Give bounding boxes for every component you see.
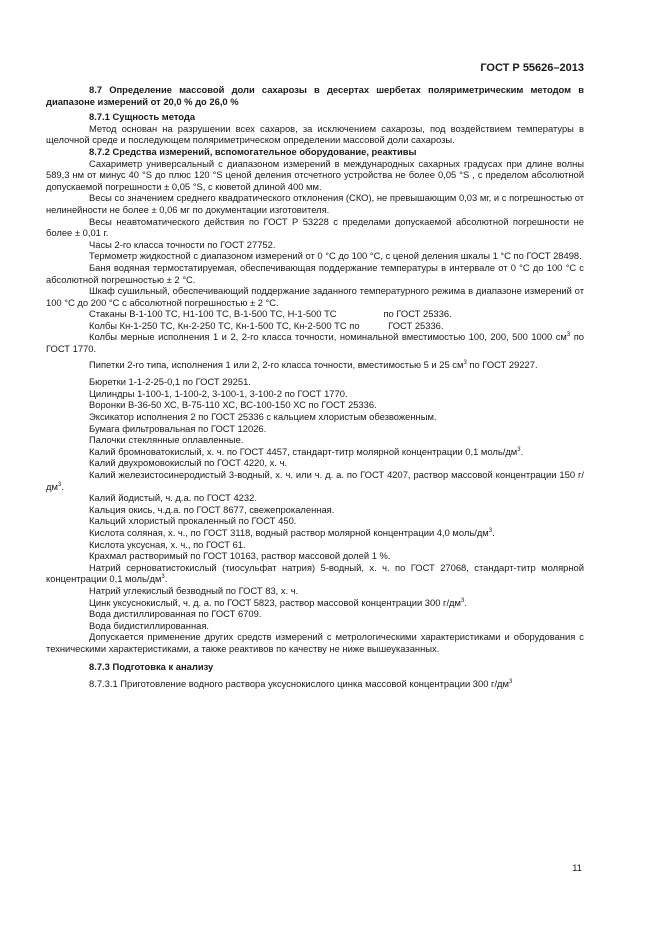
subsection-title-873: 8.7.3 Подготовка к анализу <box>89 660 214 672</box>
text-part: . <box>464 596 467 608</box>
item-desiccator: Эксикатор исполнения 2 по ГОСТ 25336 с кальцием хлористым обезвоженным. <box>89 411 437 423</box>
item-volumetric-flasks <box>46 331 584 354</box>
item-sodium-carbonate: Натрий углекислый безводный по ГОСТ 83, х. ч. <box>89 584 299 596</box>
text-part: . <box>520 445 524 457</box>
text-part: 8.7.3.1 Приготовление водного раствора уксуснокислого цинка массовой концентрации 300 г/дм <box>89 678 509 690</box>
item-water-bath: Баня водяная термостатируемая, обеспечивающая поддержание температуры в интервале от 0 °С до 100 °С с абсолютной погрешностью ± 2 °С. <box>46 261 584 285</box>
text-part: Колбы мерные исполнения 1 и 2, 2-го класса точности, номинальной вместимостью 100, 200, 500 1000 см <box>89 331 567 343</box>
item-cylinders: Цилиндры 1-100-1, 1-100-2, 3-100-1, 3-100-2 по ГОСТ 1770. <box>89 387 348 399</box>
text-part: . <box>492 526 495 538</box>
item-acetic-acid: Кислота уксусная, х. ч., по ГОСТ 61. <box>89 538 246 550</box>
item-potassium-bromate <box>46 446 584 458</box>
item-drying-cabinet: Шкаф сушильный, обеспечивающий поддержание заданного температурного режима в диапазоне измерений от 100 °С до 200 °С с абсолютной погрешностью ± 2 °С. <box>46 285 584 308</box>
document-body <box>46 84 584 690</box>
superscript: 3 <box>460 597 465 604</box>
text-part: Калий бромноватокислый, х. ч. по ГОСТ 4457, стандарт-титр молярной концентрации 0,1 моль/дм <box>89 445 518 457</box>
item-scales-precise: Весы со значением среднего квадратического отклонения (СКО), не превышающим 0,03 мг, и с погрешностью от нелинейности не более ± 0,06 мг по документации изготовителя. <box>46 192 584 215</box>
subsection-title-871: 8.7.1 Сущность метода <box>89 111 196 123</box>
page-number: 11 <box>572 862 582 873</box>
text-part: . <box>61 480 64 492</box>
item-glass-rods: Палочки стеклянные оплавленные. <box>89 434 244 446</box>
item-potassium-dichromate: Калий двухромовокислый по ГОСТ 4220, х. ч. <box>89 457 288 469</box>
item-scales-nonautomatic: Весы неавтоматического действия по ГОСТ Р 53228 с пределами допускаемой абсолютной погрешности не более ± 0,01 г. <box>46 215 584 239</box>
item-zinc-acetate <box>46 597 584 609</box>
text-part: Кислота соляная, х. ч., по ГОСТ 3118, водный раствор молярной концентрации 4,0 моль/дм <box>89 526 489 538</box>
item-distilled-water: Вода дистиллированная по ГОСТ 6709. <box>89 608 262 620</box>
standard-number: ГОСТ Р 55626–2013 <box>480 62 584 74</box>
superscript: 3 <box>57 481 62 488</box>
superscript: 3 <box>566 332 571 339</box>
item-beakers: Стаканы В-1-100 ТС, Н1-100 ТС, В-1-500 ТС, Н-1-500 ТС по ГОСТ 25336. <box>89 308 452 320</box>
item-alternatives-note: Допускается применение других средств измерений с метрологическими характеристиками и оборудования с техническими характеристиками, а также реактивов по качеству не ниже вышеуказанных. <box>46 631 584 654</box>
superscript: 3 <box>463 359 467 366</box>
text-part: Калий железистосинеродистый 3-водный, х. ч. или ч. д. а. по ГОСТ 4207, раствор массовой концентрации 150 г/дм <box>46 469 584 492</box>
subsection-title-872: 8.7.2 Средства измерений, вспомогательное оборудование, реактивы <box>89 145 417 157</box>
item-saccharimeter: Сахариметр универсальный с диапазоном измерений в международных сахарных градусах при длине волны 589,3 нм от минус 40 °S до плюс 120 °S ценой деления отсчетного устройства не более 0,05 °S , с пределом абсолютной допускаемой погрешности ± 0,05 °S, с кюветой длиной 400 мм. <box>46 157 584 192</box>
item-hydrochloric-acid <box>46 527 584 539</box>
item-pipettes <box>46 359 584 371</box>
section-title: 8.7 Определение массовой доли сахарозы в десертах шербетах поляриметрическим методом в диапазоне измерений от 20,0 % до 26,0 % <box>46 84 584 107</box>
item-flasks: Колбы Кн-1-250 ТС, Кн-2-250 ТС, Кн-1-500 ТС, Кн-2-500 ТС по ГОСТ 25336. <box>89 319 444 331</box>
item-potassium-iodide: Калий йодистый, ч. д.а. по ГОСТ 4232. <box>89 492 257 504</box>
superscript: 3 <box>488 527 493 534</box>
text-part: Пипетки 2-го типа, исполнения 1 или 2, 2-го класса точности, вместимостью 5 и 25 см <box>89 358 464 370</box>
paragraph-871: Метод основан на разрушении всех сахаров, за исключением сахарозы, под воздействием температуры в щелочной среде и последующем поляриметрическом определении массовой доли сахарозы. <box>46 122 584 146</box>
text-part: Натрий серноватистокислый (тиосульфат натрия) 5-водный, х. ч. по ГОСТ 27068, стандарт-титр молярной концентрации 0,1 моль/дм <box>46 561 584 585</box>
item-clock: Часы 2-го класса точности по ГОСТ 27752. <box>89 238 276 250</box>
superscript: 3 <box>161 574 165 581</box>
item-calcium-oxide: Кальция окись, ч.д.а. по ГОСТ 8677, свежепрокаленная. <box>89 503 335 515</box>
superscript: 3 <box>508 679 513 686</box>
item-burettes: Бюретки 1-1-2-25-0,1 по ГОСТ 29251. <box>89 376 251 388</box>
item-potassium-ferrocyanide <box>46 469 584 492</box>
text-part: по ГОСТ 1770. <box>46 331 584 355</box>
item-filter-paper: Бумага фильтровальная по ГОСТ 12026. <box>89 422 267 434</box>
item-sodium-thiosulfate <box>46 562 584 585</box>
item-funnels: Воронки В-36-50 ХС, В-75-110 ХС, ВС-100-150 ХС по ГОСТ 25336. <box>89 399 377 411</box>
item-starch: Крахмал растворимый по ГОСТ 10163, раствор массовой долей 1 %. <box>89 550 391 562</box>
item-calcium-chloride: Кальций хлористый прокаленный по ГОСТ 450. <box>89 515 297 527</box>
text-part: . <box>164 573 168 585</box>
item-thermometer: Термометр жидкостной с диапазоном измерений от 0 °С до 100 °С, с ценой деления шкалы 1 °С по ГОСТ 28498. <box>89 250 582 262</box>
superscript: 3 <box>517 446 521 453</box>
text-part: Цинк уксуснокислый, ч. д. а. по ГОСТ 5823, раствор массовой концентрации 300 г/дм <box>89 596 461 608</box>
item-bidistilled-water: Вода бидистиллированная. <box>89 619 210 631</box>
text-part: по ГОСТ 29227. <box>466 358 538 370</box>
paragraph-8731 <box>46 678 584 690</box>
